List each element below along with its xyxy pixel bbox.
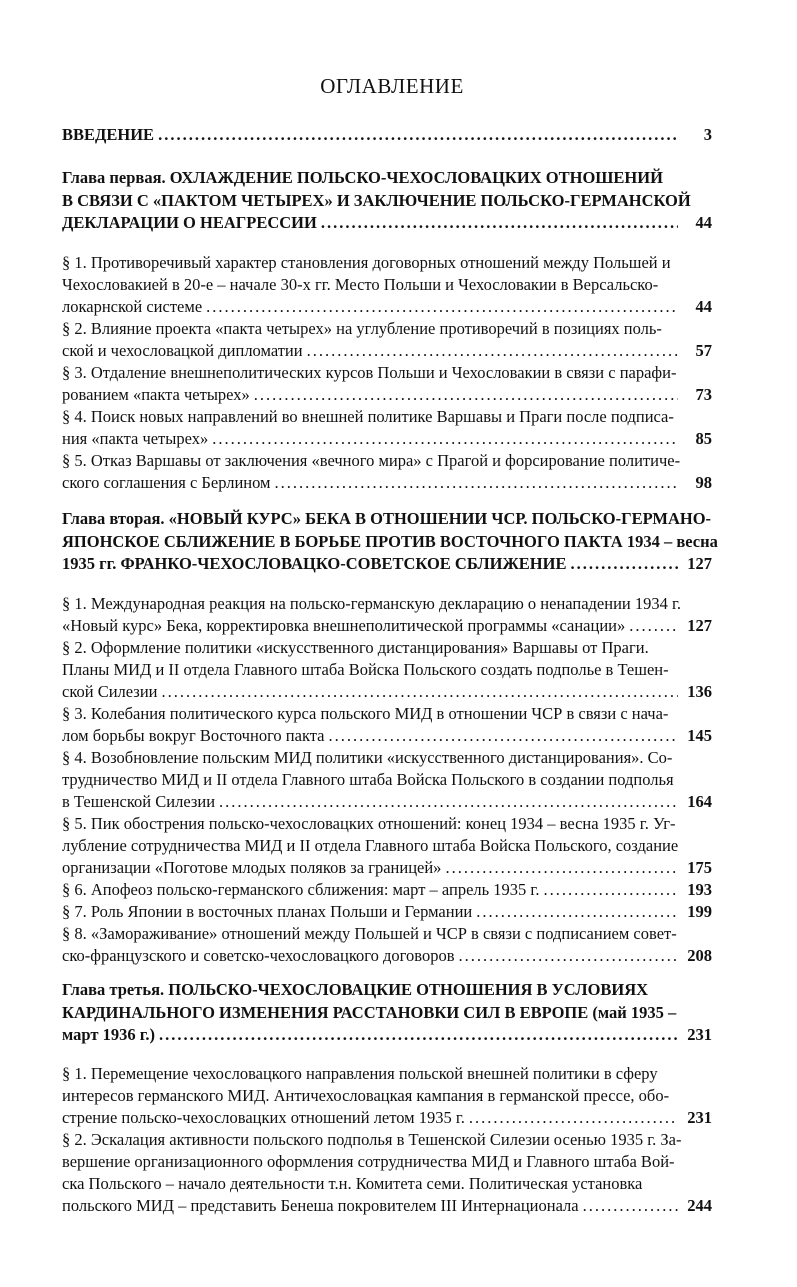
page-number: 231: [687, 1108, 712, 1127]
page-number: 44: [695, 297, 712, 316]
leader-dots: [321, 212, 678, 235]
leader-dots: [445, 857, 678, 879]
toc-title: ОГЛАВЛЕНИЕ: [320, 74, 464, 98]
chapter-line-last: март 1936 г.): [62, 1025, 155, 1044]
chapter-1-heading[interactable]: [62, 167, 712, 235]
section-line: § 8. «Замораживание» отношений между Польшей и ЧСР в связи с подписанием совет-: [62, 924, 677, 943]
intro-label: ВВЕДЕНИЕ: [62, 125, 155, 144]
leader-dots: [583, 1195, 678, 1217]
chapter-line: Глава первая. ОХЛАЖДЕНИЕ ПОЛЬСКО-ЧЕХОСЛОВАЦКИХ ОТНОШЕНИЙ: [62, 168, 663, 187]
leader-dots: [469, 1107, 678, 1129]
chapter-2-section-5[interactable]: [62, 813, 712, 879]
section-line-last: ской и чехословацкой дипломатии: [62, 341, 303, 360]
leader-dots: [543, 879, 678, 901]
page-number: 73: [695, 385, 712, 404]
section-line-last: ского соглашения с Берлином: [62, 473, 271, 492]
section-line-last: в Тешенской Силезии: [62, 792, 216, 811]
leader-dots: [212, 428, 678, 450]
page-number: 244: [687, 1196, 712, 1215]
leader-dots: [458, 945, 678, 967]
section-line: § 1. Перемещение чехословацкого направления польской внешней политики в сферу: [62, 1064, 658, 1083]
section-line-last: «Новый курс» Бека, корректировка внешнеполитической программы «санации»: [62, 616, 626, 635]
page-number: 127: [687, 554, 712, 573]
page-number: 164: [687, 792, 712, 811]
leader-dots: [206, 296, 678, 318]
chapter-2-heading[interactable]: [62, 508, 718, 576]
section-line-last: § 7. Роль Японии в восточных планах Польши и Германии: [62, 902, 473, 921]
chapter-2-section-1[interactable]: [62, 593, 712, 637]
section-line: лубление сотрудничества МИД и II отдела Главного штаба Войска Польского, создание: [62, 836, 679, 855]
chapter-line: КАРДИНАЛЬНОГО ИЗМЕНЕНИЯ РАССТАНОВКИ СИЛ В ЕВРОПЕ (май 1935 –: [62, 1002, 677, 1022]
section-line: Планы МИД и II отдела Главного штаба Войска Польского создать подполье в Тешен-: [62, 660, 669, 679]
chapter-1-section-4[interactable]: [62, 406, 712, 450]
chapter-3-section-1[interactable]: [62, 1063, 712, 1129]
leader-dots: [219, 791, 678, 813]
section-line: § 4. Возобновление польским МИД политики «искусственного дистанцирования». Со-: [62, 748, 673, 767]
section-line-last: локарнской системе: [62, 297, 203, 316]
leader-dots: [254, 384, 678, 406]
leader-dots: [629, 615, 678, 637]
section-line: Чехословакией в 20-е – начале 30-х гг. Место Польши и Чехословакии в Версальско-: [62, 275, 659, 294]
chapter-2-section-6[interactable]: [62, 879, 712, 901]
leader-dots: [476, 901, 678, 923]
chapter-line: Глава третья. ПОЛЬСКО-ЧЕХОСЛОВАЦКИЕ ОТНОШЕНИЯ В УСЛОВИЯХ: [62, 980, 649, 999]
section-line: вершение организационного оформления сотрудничества МИД и Главного штаба Вой-: [62, 1152, 675, 1171]
page-number: 136: [687, 682, 712, 701]
page-number: 199: [687, 902, 712, 921]
leader-dots: [275, 472, 679, 494]
page-number: 3: [703, 125, 712, 144]
section-line: трудничество МИД и II отдела Главного штаба Войска Польского в создании подполья: [62, 770, 674, 789]
page-number: 208: [687, 946, 712, 965]
section-line-last: ния «пакта четырех»: [62, 429, 209, 448]
page-number: 231: [687, 1025, 712, 1044]
leader-dots: [307, 340, 678, 362]
section-line: § 5. Пик обострения польско-чехословацких отношений: конец 1934 – весна 1935 г. Уг-: [62, 814, 676, 833]
page-number: 85: [695, 429, 712, 448]
leader-dots: [161, 681, 678, 703]
page-number: 127: [687, 616, 712, 635]
chapter-line-last: 1935 гг. ФРАНКО-ЧЕХОСЛОВАЦКО-СОВЕТСКОЕ СБЛИЖЕНИЕ: [62, 554, 567, 573]
chapter-2-section-2[interactable]: [62, 637, 712, 703]
page-number: 175: [687, 858, 712, 877]
section-line: интересов германского МИД. Античехословацкая кампания в германской прессе, обо-: [62, 1086, 670, 1105]
leader-dots: [159, 1024, 678, 1047]
section-line: § 1. Международная реакция на польско-германскую декларацию о ненападении 1934 г.: [62, 594, 682, 613]
chapter-1-section-2[interactable]: [62, 318, 712, 362]
chapter-2-section-8[interactable]: [62, 923, 712, 967]
section-line-last: организации «Поготове млодых поляков за границей»: [62, 858, 442, 877]
chapter-3-section-2[interactable]: [62, 1129, 712, 1217]
section-line-last: ско-французского и советско-чехословацкого договоров: [62, 946, 455, 965]
intro-entry[interactable]: [62, 124, 712, 147]
chapter-2-section-3[interactable]: [62, 703, 712, 747]
chapter-1-section-3[interactable]: [62, 362, 712, 406]
chapter-1-section-5[interactable]: [62, 450, 712, 494]
section-line-last: польского МИД – представить Бенеша покровителем III Интернационала: [62, 1196, 579, 1215]
page-number: 145: [687, 726, 712, 745]
section-line-last: стрение польско-чехословацких отношений летом 1935 г.: [62, 1108, 465, 1127]
section-line: ска Польского – начало деятельности т.н. Комитета семи. Политическая установка: [62, 1174, 643, 1193]
section-line: § 5. Отказ Варшавы от заключения «вечного мира» с Прагой и форсирование политиче-: [62, 451, 681, 470]
chapter-2-section-4[interactable]: [62, 747, 712, 813]
section-line-last: ской Силезии: [62, 682, 158, 701]
section-line: § 3. Отдаление внешнеполитических курсов Польши и Чехословакии в связи с парафи-: [62, 363, 677, 382]
chapter-line: В СВЯЗИ С «ПАКТОМ ЧЕТЫРЕХ» И ЗАКЛЮЧЕНИЕ ПОЛЬСКО-ГЕРМАНСКОЙ: [62, 190, 691, 210]
section-line-last: лом борьбы вокруг Восточного пакта: [62, 726, 325, 745]
chapter-line: Глава вторая. «НОВЫЙ КУРС» БЕКА В ОТНОШЕНИИ ЧСР. ПОЛЬСКО-ГЕРМАНО-: [62, 509, 712, 528]
section-line: § 2. Эскалация активности польского подполья в Тешенской Силезии осенью 1935 г. За-: [62, 1130, 682, 1149]
section-line: § 3. Колебания политического курса польского МИД в отношении ЧСР в связи с нача-: [62, 704, 669, 723]
leader-dots: [329, 725, 679, 747]
section-line: § 2. Влияние проекта «пакта четырех» на углубление противоречий в позициях поль-: [62, 319, 662, 338]
section-line: § 2. Оформление политики «искусственного дистанцирования» Варшавы от Праги.: [62, 638, 649, 657]
chapter-3-heading[interactable]: [62, 979, 712, 1047]
leader-dots: [158, 124, 678, 147]
leader-dots: [570, 553, 678, 576]
page-number: 57: [695, 341, 712, 360]
page-number: 44: [695, 213, 712, 232]
section-line: § 1. Противоречивый характер становления договорных отношений между Польшей и: [62, 253, 671, 272]
section-line-last: рованием «пакта четырех»: [62, 385, 250, 404]
chapter-2-section-7[interactable]: [62, 901, 712, 923]
section-line-last: § 6. Апофеоз польско-германского сближения: март – апрель 1935 г.: [62, 880, 540, 899]
page-number: 193: [687, 880, 712, 899]
chapter-line: ЯПОНСКОЕ СБЛИЖЕНИЕ В БОРЬБЕ ПРОТИВ ВОСТОЧНОГО ПАКТА 1934 – весна: [62, 531, 718, 551]
chapter-1-section-1[interactable]: [62, 252, 712, 318]
page-number: 98: [695, 473, 712, 492]
chapter-line-last: ДЕКЛАРАЦИИ О НЕАГРЕССИИ: [62, 213, 317, 232]
section-line: § 4. Поиск новых направлений во внешней политике Варшавы и Праги после подписа-: [62, 407, 674, 426]
